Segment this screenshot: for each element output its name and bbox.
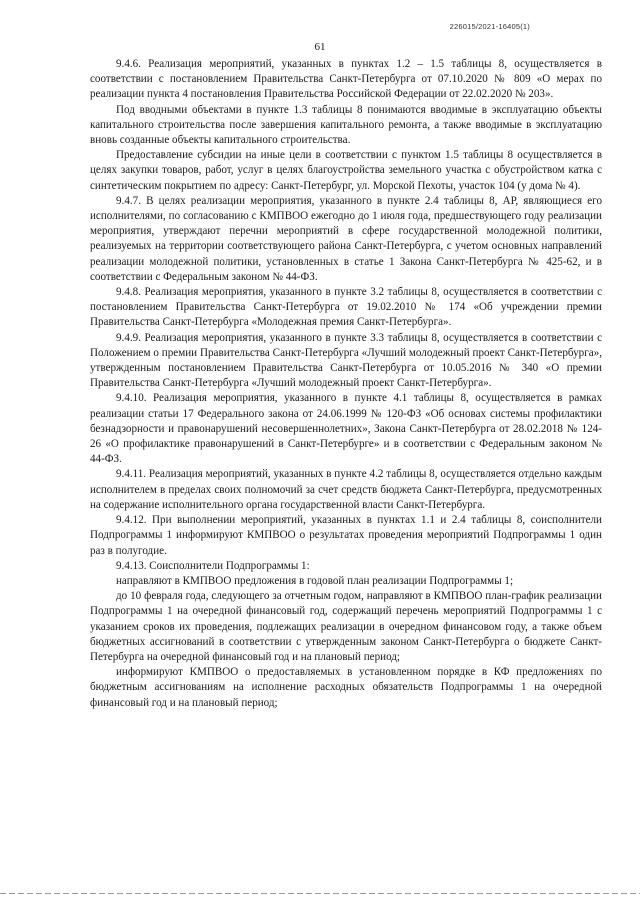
list-item-proposals: направляют в КМПВОО предложения в годовой план реализации Подпрограммы 1; xyxy=(116,574,514,587)
list-item-inform: информируют КМПВОО о предоставляемых в установленном порядке в КФ предложениях по бюджетным ассигнованиям на исполнение расходных обязательств Подпрограммы 1 на очередной финансовый год и на плановый период; xyxy=(90,666,602,709)
document-body xyxy=(90,57,602,711)
paragraph-9-4-8: 9.4.8. Реализация мероприятия, указанного в пункте 3.2 таблицы 8, осуществляется в соответствии с постановлением Правительства Санкт-Петербурга от 19.02.2010 № 174 «Об учреждении премии Правительства Санкт-Петербурга «Молодежная премия Санкт-Петербурга». xyxy=(90,286,602,329)
scan-edge-line xyxy=(0,893,640,894)
paragraph-9-4-11: 9.4.11. Реализация мероприятий, указанных в пункте 4.2 таблицы 8, осуществляется отдельно каждым исполнителем в пределах своих полномочий за счет средств бюджета Санкт-Петербурга, предусмотренных на содержание исполнительного органа государственной власти Санкт-Петербурга. xyxy=(90,468,602,511)
paragraph-input-objects: Под вводными объектами в пункте 1.3 таблицы 8 понимаются вводимые в эксплуатацию объекты капитального строительства после завершения капитального ремонта, а также вводимые в эксплуатацию вновь созданные объекты капитального строительства. xyxy=(90,103,602,147)
paragraph-9-4-12: 9.4.12. При выполнении мероприятий, указанных в пунктах 1.1 и 2.4 таблицы 8, соисполнители Подпрограммы 1 информируют КМПВОО о результатах проведения мероприятий Подпрограммы 1 один раз в полугодие. xyxy=(90,514,602,557)
list-item-schedule: до 10 февраля года, следующего за отчетным годом, направляют в КМПВОО план-график реализации Подпрограммы 1 на очередной финансовый год, содержащий перечень мероприятий Подпрограммы 1 с указанием сроков их проведения, подлежащих реализации в очередном финансовом году, а также объем бюджетных ассигнований в соответствии с утвержденным законом Санкт-Петербурга о бюджете Санкт-Петербурга на очередной финансовый год и на плановый период; xyxy=(90,590,602,663)
paragraph-9-4-7: 9.4.7. В целях реализации мероприятия, указанного в пункте 2.4 таблицы 8, АР, являющиеся его исполнителями, по согласованию с КМПВОО ежегодно до 1 июля года, предшествующего году реализации мероприятия, утверждают перечни мероприятий в сфере государственной молодежной политики, реализуемых на территории соответствующего района Санкт-Петербурга, с учетом основных направлений реализации молодежной политики, установленных в статье 1 Закона Санкт-Петербурга № 425-62, и в соответствии с Федеральным законом № 44-ФЗ. xyxy=(90,194,602,283)
page-number: 61 xyxy=(314,41,326,53)
paragraph-9-4-10: 9.4.10. Реализация мероприятия, указанного в пункте 4.1 таблицы 8, осуществляется в рамках реализации статьи 17 Федерального закона от 24.06.1999 № 120-ФЗ «Об основах системы профилактики безнадзорности и правонарушений несовершеннолетних», Закона Санкт-Петербурга от 28.02.2018 № 124-26 «О профилактике правонарушений в Санкт-Петербурге» и в соответствии с Федеральным законом № 44-ФЗ. xyxy=(90,392,602,466)
document-id: 226015/2021-16405(1) xyxy=(449,22,530,31)
paragraph-9-4-13: 9.4.13. Соисполнители Подпрограммы 1: xyxy=(116,559,310,572)
paragraph-9-4-9: 9.4.9. Реализация мероприятия, указанного в пункте 3.3 таблицы 8, осуществляется в соответствии с Положением о премии Правительства Санкт-Петербурга «Лучший молодежный проект Санкт-Петербурга», утвержденным постановлением Правительства Санкт-Петербурга от 10.05.2016 № 340 «О премии Правительства Санкт-Петербурга «Лучший молодежный проект Санкт-Петербурга». xyxy=(90,331,602,390)
paragraph-9-4-6: 9.4.6. Реализация мероприятий, указанных в пунктах 1.2 – 1.5 таблицы 8, осуществляется в соответствии с постановлением Правительства Санкт-Петербурга от 07.10.2020 № 809 «О мерах по реализации пункта 4 постановления Правительства Российской Федерации от 22.02.2020 № 203». xyxy=(90,58,602,101)
paragraph-subsidy: Предоставление субсидии на иные цели в соответствии с пунктом 1.5 таблицы 8 осуществляется в целях закупки товаров, работ, услуг в целях благоустройства земельного участка с обустройством катка с синтетическим покрытием по адресу: Санкт-Петербург, ул. Морской Пехоты, участок 104 (у дома № 4). xyxy=(90,149,602,192)
